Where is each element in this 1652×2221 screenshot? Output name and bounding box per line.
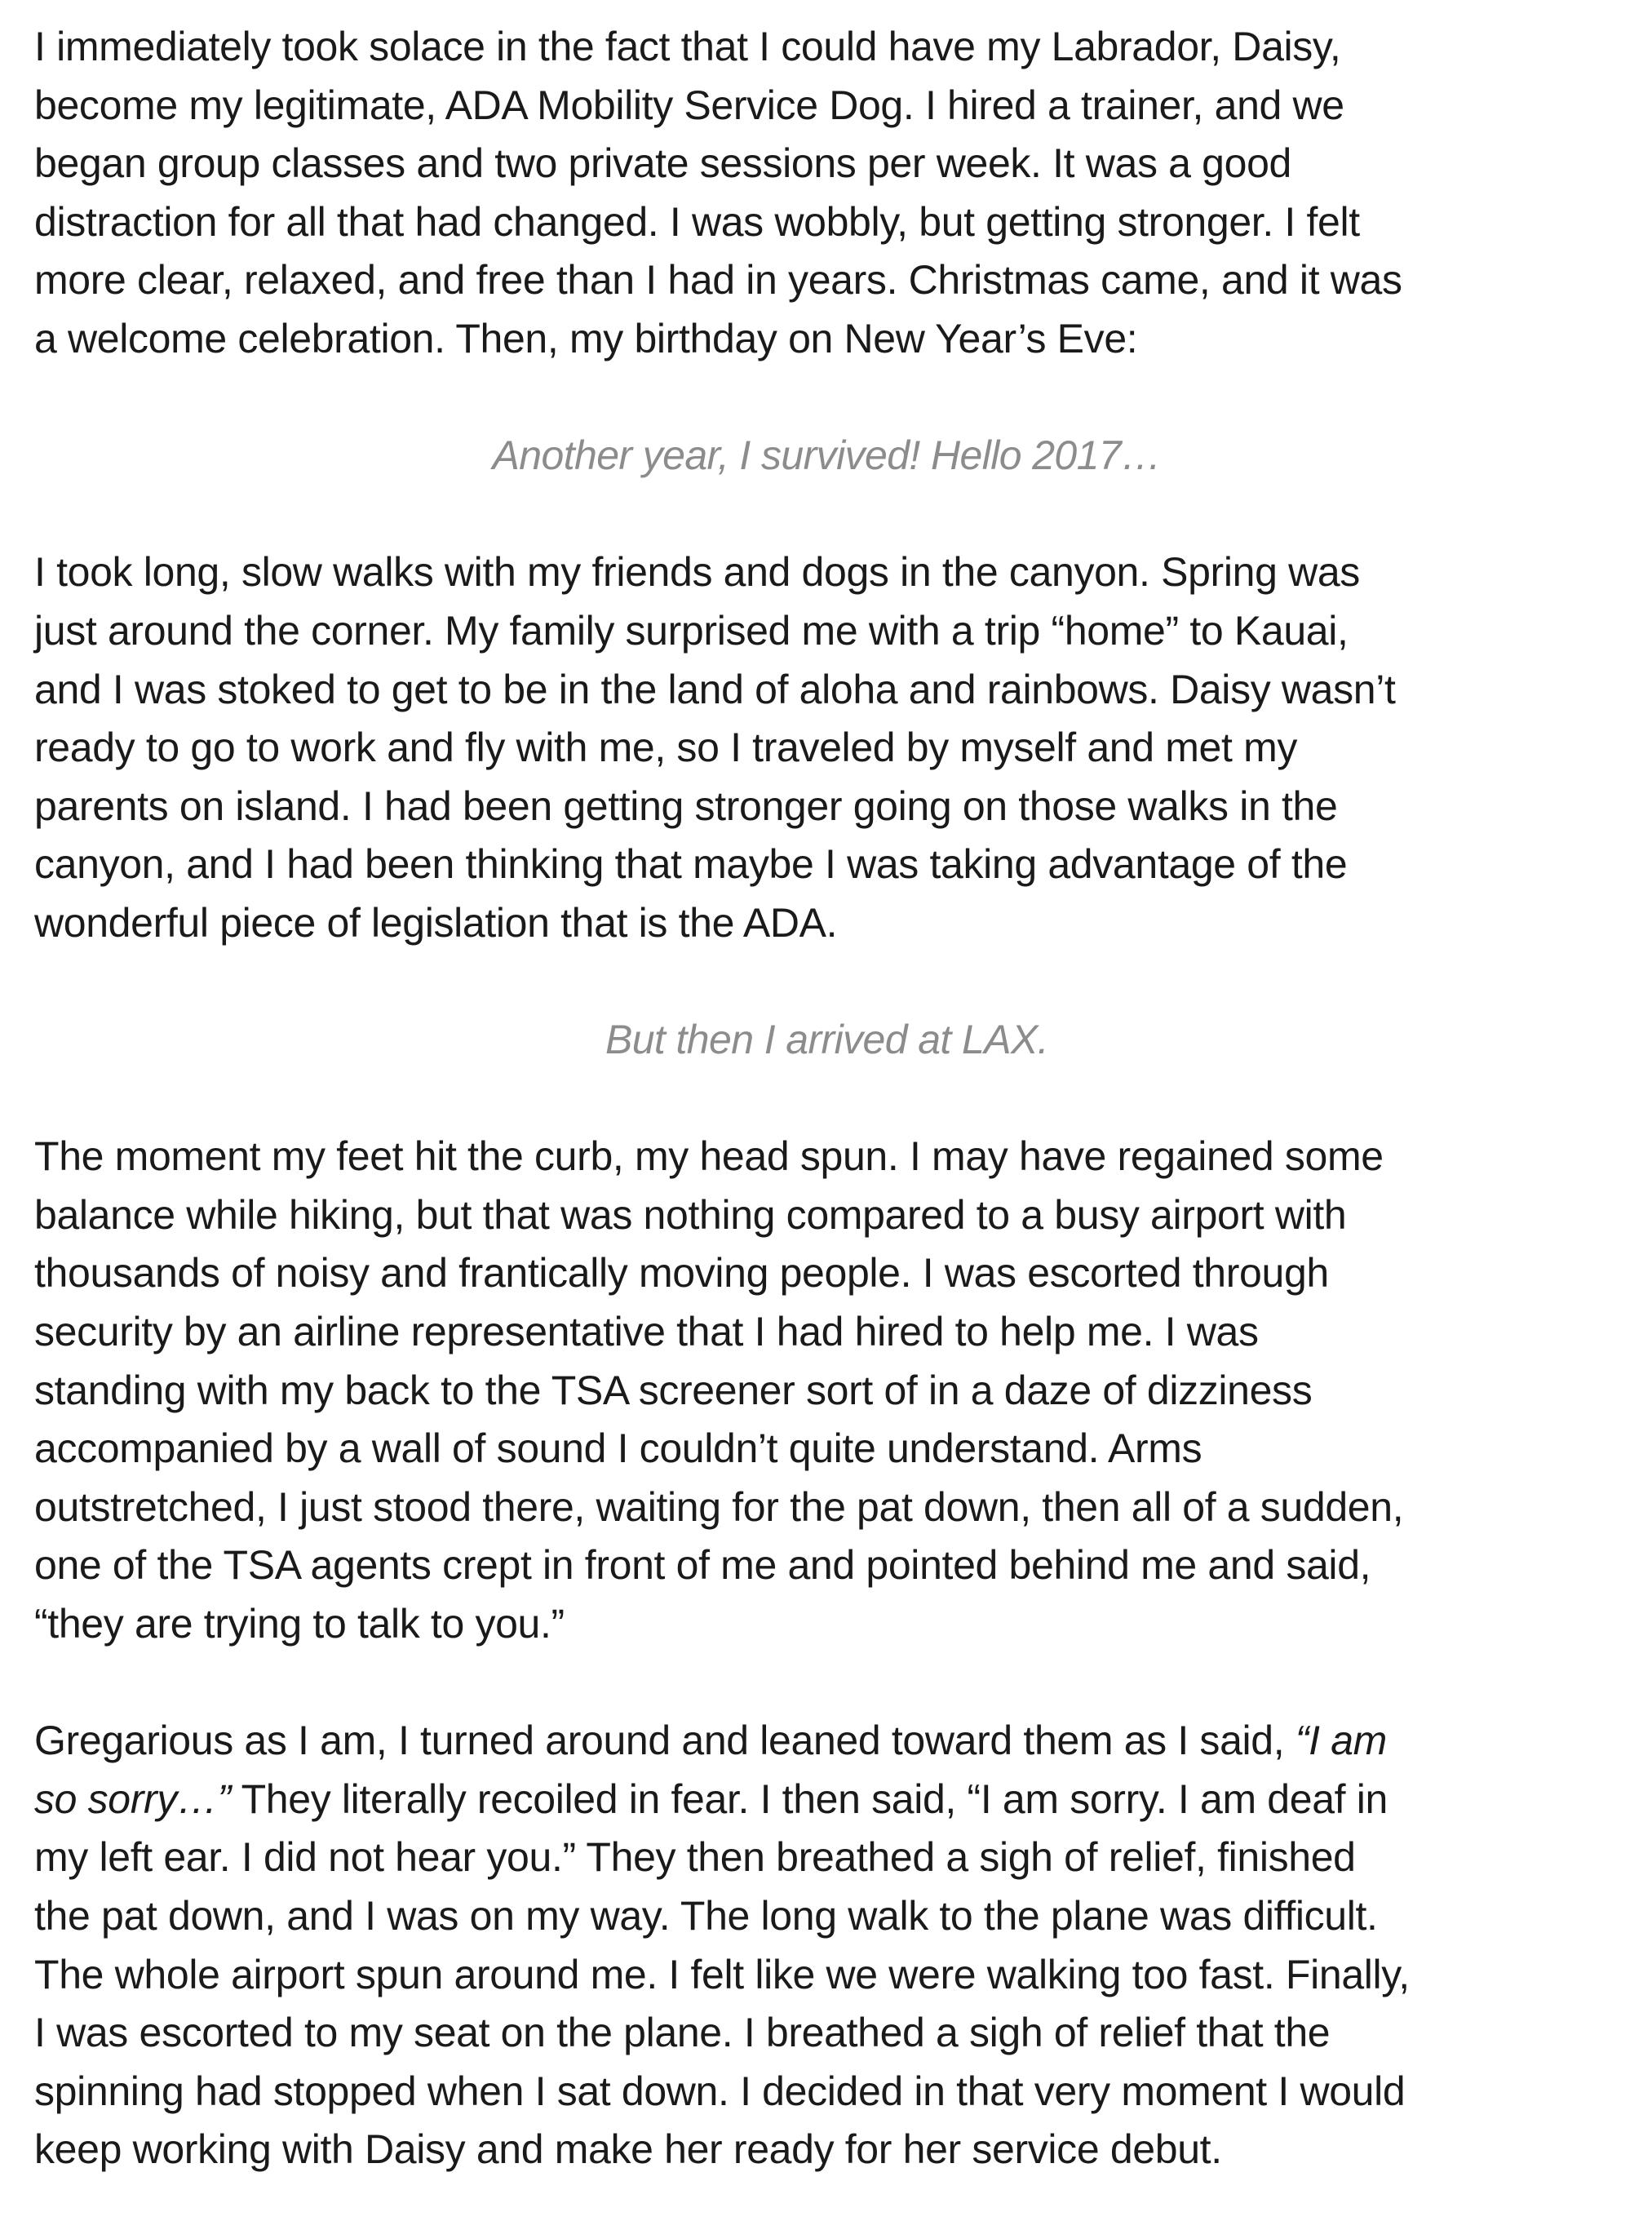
pull-quote-1: Another year, I survived! Hello 2017…	[492, 432, 1162, 479]
paragraph-spacer	[34, 953, 1619, 1012]
paragraph-line: one of the TSA agents crept in front of me and pointed behind me and said,	[34, 1542, 1371, 1589]
paragraph-spacer	[34, 485, 1619, 544]
paragraph-line: and I was stoked to get to be in the land of aloha and rainbows. Daisy wasn’t	[34, 666, 1396, 712]
paragraph-text: Gregarious as I am, I turned around and leaned toward them as I said,	[34, 1718, 1295, 1764]
paragraph-line: my left ear. I did not hear you.” They then breathed a sigh of relief, finished	[34, 1834, 1356, 1881]
paragraph-text: They literally recoiled in fear. I then said, “I am sorry. I am deaf in	[230, 1775, 1388, 1822]
paragraph-spacer	[34, 1070, 1619, 1128]
paragraph-line: parents on island. I had been getting stronger going on those walks in the	[34, 782, 1338, 829]
paragraph-line: security by an airline representative that I had hired to help me. I was	[34, 1309, 1259, 1355]
paragraph-1	[34, 18, 1619, 369]
inline-italic-quote: so sorry…”	[34, 1775, 231, 1822]
paragraph-line: “they are trying to talk to you.”	[34, 1601, 565, 1647]
paragraph-line: canyon, and I had been thinking that maybe I was taking advantage of the	[34, 841, 1348, 888]
paragraph-line: I took long, slow walks with my friends and dogs in the canyon. Spring was	[34, 549, 1360, 596]
paragraph-line: standing with my back to the TSA screener sort of in a daze of dizziness	[34, 1367, 1313, 1413]
paragraph-line: accompanied by a wall of sound I couldn’t quite understand. Arms	[34, 1425, 1202, 1472]
paragraph-spacer	[34, 1654, 1619, 1713]
paragraph-2	[34, 543, 1619, 952]
paragraph-line: The moment my feet hit the curb, my head spun. I may have regained some	[34, 1133, 1384, 1180]
inline-italic-quote: “I am	[1295, 1718, 1387, 1764]
paragraph-line	[34, 1771, 1619, 1829]
paragraph-line: ready to go to work and fly with me, so I traveled by myself and met my	[34, 725, 1298, 771]
paragraph-4	[34, 1712, 1619, 2179]
paragraph-line: the pat down, and I was on my way. The long walk to the plane was difficult.	[34, 1893, 1378, 1939]
paragraph-spacer	[34, 369, 1619, 428]
paragraph-line: The whole airport spun around me. I felt like we were walking too fast. Finally,	[34, 1951, 1410, 1997]
paragraph-line: began group classes and two private sessions per week. It was a good	[34, 140, 1291, 187]
paragraph-line: thousands of noisy and frantically moving people. I was escorted through	[34, 1250, 1329, 1297]
paragraph-line: I immediately took solace in the fact that I could have my Labrador, Daisy,	[34, 24, 1341, 69]
paragraph-3	[34, 1128, 1619, 1653]
paragraph-line: I was escorted to my seat on the plane. I breathed a sigh of relief that the	[34, 2010, 1331, 2056]
paragraph-line	[34, 1712, 1619, 1771]
paragraph-line: just around the corner. My family surprised me with a trip “home” to Kauai,	[34, 607, 1349, 654]
paragraph-line: outstretched, I just stood there, waiting for the pat down, then all of a sudden,	[34, 1483, 1404, 1530]
paragraph-line: distraction for all that had changed. I was wobbly, but getting stronger. I felt	[34, 198, 1360, 245]
paragraph-line: more clear, relaxed, and free than I had in years. Christmas came, and it was	[34, 257, 1402, 304]
paragraph-line: become my legitimate, ADA Mobility Service Dog. I hired a trainer, and we	[34, 82, 1344, 128]
paragraph-line: a welcome celebration. Then, my birthday on New Year’s Eve:	[34, 315, 1138, 361]
paragraph-line: keep working with Daisy and make her ready for her service debut.	[34, 2126, 1222, 2173]
paragraph-line: spinning had stopped when I sat down. I decided in that very moment I would	[34, 2068, 1406, 2114]
paragraph-line: wonderful piece of legislation that is the ADA.	[34, 899, 838, 946]
pull-quote-2: But then I arrived at LAX.	[605, 1017, 1049, 1063]
paragraph-line: balance while hiking, but that was nothing compared to a busy airport with	[34, 1191, 1347, 1238]
